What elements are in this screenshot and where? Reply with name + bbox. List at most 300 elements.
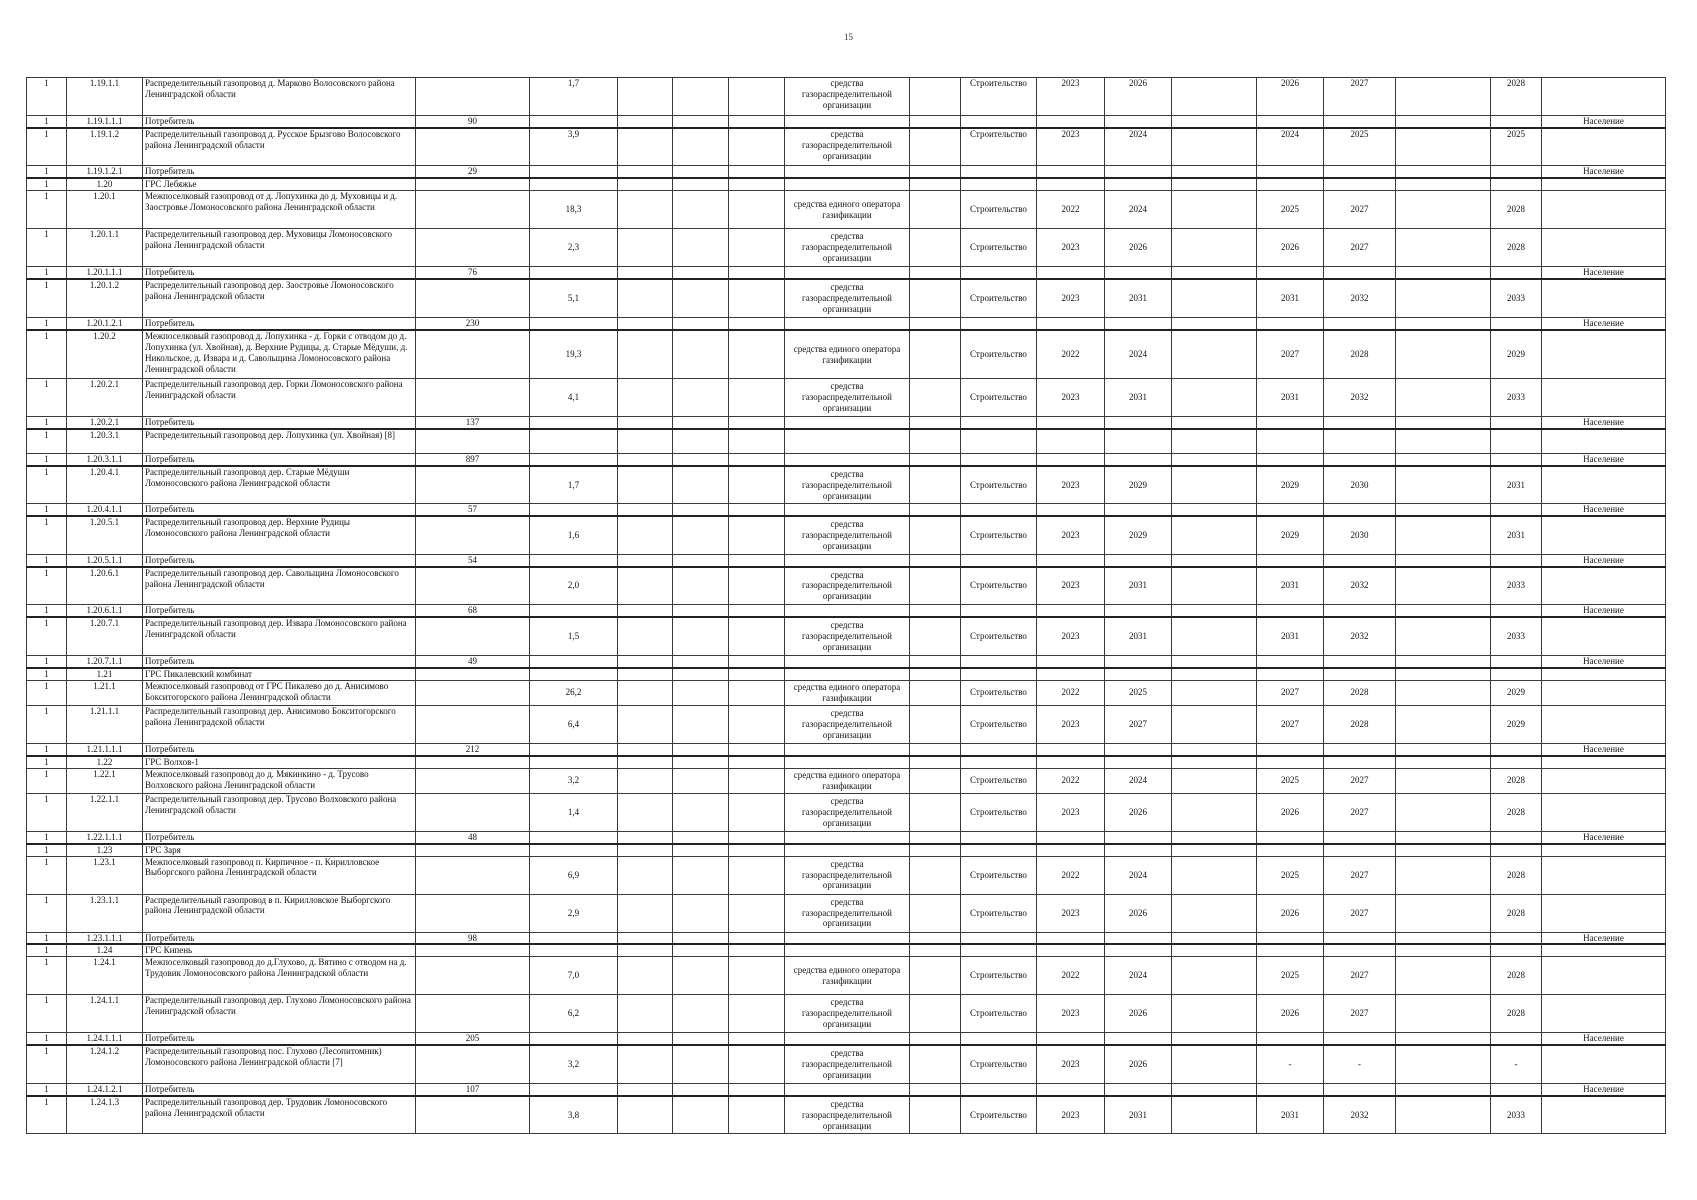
year-end-cell: [1105, 655, 1172, 667]
col8-cell: [729, 668, 785, 680]
code-cell: 1.20.4.1.1: [67, 504, 143, 516]
year-start-cell: 2022: [1037, 680, 1105, 705]
level-cell: 1: [27, 831, 67, 843]
col7-cell: [673, 267, 729, 279]
level-cell: 1: [27, 756, 67, 768]
col17-cell: [1396, 793, 1491, 831]
year-start-cell: 2022: [1037, 856, 1105, 894]
level-cell: 1: [27, 856, 67, 894]
year-end-cell: [1105, 554, 1172, 566]
funding-source-cell: [785, 1083, 910, 1095]
year-plan-1-cell: 2026: [1257, 78, 1324, 116]
length-cell: 6,9: [530, 856, 618, 894]
work-type-cell: Строительство: [961, 793, 1037, 831]
consumer-category-cell: [1542, 705, 1666, 743]
col14-cell: [1172, 166, 1257, 178]
work-type-cell: Строительство: [961, 128, 1037, 166]
work-type-cell: [961, 317, 1037, 329]
year-plan-3-cell: 2031: [1491, 466, 1542, 504]
col17-cell: [1396, 705, 1491, 743]
year-start-cell: [1037, 1033, 1105, 1045]
pipeline-row: [27, 1045, 1666, 1083]
code-cell: 1.21: [67, 668, 143, 680]
col10-cell: [910, 856, 961, 894]
col7-cell: [673, 894, 729, 932]
year-plan-3-cell: [1491, 504, 1542, 516]
code-cell: 1.19.1.2.1: [67, 166, 143, 178]
year-start-cell: [1037, 453, 1105, 465]
work-type-cell: Строительство: [961, 1096, 1037, 1134]
consumers-cell: [416, 768, 530, 793]
col10-cell: [910, 1083, 961, 1095]
col10-cell: [910, 453, 961, 465]
year-start-cell: [1037, 944, 1105, 956]
work-type-cell: Строительство: [961, 567, 1037, 605]
consumers-cell: 76: [416, 267, 530, 279]
consumer-category-cell: [1542, 894, 1666, 932]
consumer-row: [27, 166, 1666, 178]
object-name-cell: Потребитель: [143, 116, 416, 128]
consumers-cell: 48: [416, 831, 530, 843]
pipeline-row: [27, 957, 1666, 995]
object-name-cell: Распределительный газопровод дер. Заостровье Ломоносовского района Ленинградской области: [143, 279, 416, 317]
work-type-cell: Строительство: [961, 617, 1037, 655]
code-cell: 1.19.1.1.1: [67, 116, 143, 128]
object-name-cell: Распределительный газопровод дер. Глухово Ломоносовского района Ленинградской области: [143, 995, 416, 1033]
consumers-cell: [416, 466, 530, 504]
code-cell: 1.20.1.2.1: [67, 317, 143, 329]
consumers-cell: [416, 516, 530, 554]
object-name-cell: Потребитель: [143, 317, 416, 329]
pipeline-row: [27, 995, 1666, 1033]
work-type-cell: Строительство: [961, 330, 1037, 379]
code-cell: 1.20.7.1: [67, 617, 143, 655]
level-cell: 1: [27, 466, 67, 504]
pipeline-row: [27, 516, 1666, 554]
year-plan-3-cell: [1491, 166, 1542, 178]
level-cell: 1: [27, 78, 67, 116]
code-cell: 1.20.7.1.1: [67, 655, 143, 667]
consumers-cell: [416, 957, 530, 995]
consumer-category-cell: [1542, 668, 1666, 680]
col17-cell: [1396, 1083, 1491, 1095]
length-cell: [530, 668, 618, 680]
level-cell: 1: [27, 453, 67, 465]
col8-cell: [729, 554, 785, 566]
year-end-cell: [1105, 453, 1172, 465]
col7-cell: [673, 116, 729, 128]
level-cell: 1: [27, 178, 67, 190]
length-cell: [530, 605, 618, 617]
level-cell: 1: [27, 1083, 67, 1095]
col6-cell: [618, 516, 673, 554]
col10-cell: [910, 516, 961, 554]
consumers-cell: 98: [416, 932, 530, 944]
object-name-cell: Распределительный газопровод дер. Муховицы Ломоносовского района Ленинградской области: [143, 229, 416, 267]
pipeline-row: [27, 617, 1666, 655]
col14-cell: [1172, 128, 1257, 166]
pipeline-row: [27, 856, 1666, 894]
consumer-row: [27, 605, 1666, 617]
col7-cell: [673, 178, 729, 190]
year-plan-2-cell: [1324, 429, 1396, 453]
code-cell: 1.20.1.1: [67, 229, 143, 267]
length-cell: 6,4: [530, 705, 618, 743]
consumer-category-cell: Население: [1542, 267, 1666, 279]
code-cell: 1.21.1.1.1: [67, 743, 143, 755]
col10-cell: [910, 605, 961, 617]
consumer-category-cell: Население: [1542, 166, 1666, 178]
consumer-category-cell: [1542, 944, 1666, 956]
year-start-cell: 2022: [1037, 768, 1105, 793]
year-end-cell: [1105, 166, 1172, 178]
funding-source-cell: [785, 178, 910, 190]
length-cell: 4,1: [530, 379, 618, 417]
col7-cell: [673, 191, 729, 229]
col7-cell: [673, 1045, 729, 1083]
col7-cell: [673, 330, 729, 379]
pipeline-row: [27, 680, 1666, 705]
col7-cell: [673, 554, 729, 566]
consumers-cell: [416, 330, 530, 379]
year-plan-2-cell: [1324, 417, 1396, 429]
level-cell: 1: [27, 191, 67, 229]
year-start-cell: 2022: [1037, 330, 1105, 379]
col7-cell: [673, 856, 729, 894]
level-cell: 1: [27, 554, 67, 566]
funding-source-cell: средства газораспределительной организации: [785, 856, 910, 894]
col6-cell: [618, 793, 673, 831]
year-end-cell: 2026: [1105, 229, 1172, 267]
year-plan-1-cell: 2029: [1257, 516, 1324, 554]
year-plan-2-cell: 2032: [1324, 279, 1396, 317]
year-plan-3-cell: 2028: [1491, 957, 1542, 995]
consumers-cell: [416, 793, 530, 831]
work-type-cell: [961, 605, 1037, 617]
col8-cell: [729, 1096, 785, 1134]
funding-source-cell: [785, 932, 910, 944]
col6-cell: [618, 844, 673, 856]
year-plan-1-cell: 2025: [1257, 957, 1324, 995]
col6-cell: [618, 279, 673, 317]
object-name-cell: Потребитель: [143, 504, 416, 516]
col10-cell: [910, 567, 961, 605]
level-cell: 1: [27, 229, 67, 267]
consumer-category-cell: Население: [1542, 1033, 1666, 1045]
consumer-category-cell: [1542, 844, 1666, 856]
year-plan-2-cell: 2028: [1324, 705, 1396, 743]
year-plan-3-cell: [1491, 417, 1542, 429]
col7-cell: [673, 768, 729, 793]
consumers-cell: [416, 617, 530, 655]
year-end-cell: 2027: [1105, 705, 1172, 743]
consumer-category-cell: Население: [1542, 831, 1666, 843]
col7-cell: [673, 743, 729, 755]
col7-cell: [673, 680, 729, 705]
year-plan-1-cell: [1257, 417, 1324, 429]
year-start-cell: 2023: [1037, 1045, 1105, 1083]
col14-cell: [1172, 267, 1257, 279]
object-name-cell: Потребитель: [143, 554, 416, 566]
year-plan-3-cell: [1491, 756, 1542, 768]
consumer-category-cell: Население: [1542, 554, 1666, 566]
code-cell: 1.20.2: [67, 330, 143, 379]
col7-cell: [673, 1096, 729, 1134]
work-type-cell: [961, 178, 1037, 190]
consumers-cell: 137: [416, 417, 530, 429]
level-cell: 1: [27, 793, 67, 831]
level-cell: 1: [27, 668, 67, 680]
year-plan-2-cell: 2030: [1324, 516, 1396, 554]
col17-cell: [1396, 756, 1491, 768]
work-type-cell: [961, 668, 1037, 680]
level-cell: 1: [27, 655, 67, 667]
consumer-category-cell: [1542, 330, 1666, 379]
col8-cell: [729, 379, 785, 417]
col7-cell: [673, 504, 729, 516]
col17-cell: [1396, 844, 1491, 856]
funding-source-cell: средства газораспределительной организации: [785, 229, 910, 267]
col8-cell: [729, 894, 785, 932]
col8-cell: [729, 743, 785, 755]
col8-cell: [729, 957, 785, 995]
col14-cell: [1172, 605, 1257, 617]
length-cell: 18,3: [530, 191, 618, 229]
year-plan-2-cell: 2027: [1324, 793, 1396, 831]
pipeline-row: [27, 128, 1666, 166]
year-plan-1-cell: 2026: [1257, 894, 1324, 932]
object-name-cell: Потребитель: [143, 166, 416, 178]
level-cell: 1: [27, 567, 67, 605]
length-cell: [530, 429, 618, 453]
col7-cell: [673, 1083, 729, 1095]
col6-cell: [618, 856, 673, 894]
consumers-cell: [416, 429, 530, 453]
col6-cell: [618, 655, 673, 667]
col6-cell: [618, 128, 673, 166]
code-cell: 1.20.6.1.1: [67, 605, 143, 617]
col14-cell: [1172, 957, 1257, 995]
year-start-cell: 2023: [1037, 894, 1105, 932]
col6-cell: [618, 191, 673, 229]
col17-cell: [1396, 267, 1491, 279]
col7-cell: [673, 605, 729, 617]
year-plan-3-cell: [1491, 429, 1542, 453]
funding-source-cell: средства газораспределительной организации: [785, 995, 910, 1033]
year-plan-1-cell: [1257, 1033, 1324, 1045]
col17-cell: [1396, 932, 1491, 944]
consumers-cell: 68: [416, 605, 530, 617]
year-plan-2-cell: 2027: [1324, 229, 1396, 267]
year-plan-1-cell: [1257, 504, 1324, 516]
consumer-category-cell: [1542, 279, 1666, 317]
level-cell: 1: [27, 705, 67, 743]
col6-cell: [618, 567, 673, 605]
col17-cell: [1396, 279, 1491, 317]
funding-source-cell: средства газораспределительной организации: [785, 617, 910, 655]
year-plan-2-cell: 2027: [1324, 894, 1396, 932]
grs-row: [27, 844, 1666, 856]
work-type-cell: [961, 655, 1037, 667]
year-plan-1-cell: [1257, 554, 1324, 566]
col10-cell: [910, 429, 961, 453]
col17-cell: [1396, 680, 1491, 705]
length-cell: [530, 831, 618, 843]
funding-source-cell: средства единого оператора газификации: [785, 330, 910, 379]
consumers-cell: [416, 229, 530, 267]
funding-source-cell: [785, 504, 910, 516]
consumers-cell: [416, 178, 530, 190]
year-start-cell: [1037, 831, 1105, 843]
pipeline-row: [27, 429, 1666, 453]
col6-cell: [618, 605, 673, 617]
work-type-cell: [961, 831, 1037, 843]
col10-cell: [910, 617, 961, 655]
consumer-category-cell: Население: [1542, 317, 1666, 329]
funding-source-cell: [785, 166, 910, 178]
level-cell: 1: [27, 894, 67, 932]
consumer-category-cell: [1542, 617, 1666, 655]
col17-cell: [1396, 957, 1491, 995]
code-cell: 1.20.5.1: [67, 516, 143, 554]
col17-cell: [1396, 554, 1491, 566]
col10-cell: [910, 279, 961, 317]
year-start-cell: [1037, 743, 1105, 755]
col7-cell: [673, 128, 729, 166]
year-end-cell: 2026: [1105, 793, 1172, 831]
col14-cell: [1172, 1033, 1257, 1045]
col10-cell: [910, 1096, 961, 1134]
year-end-cell: 2026: [1105, 995, 1172, 1033]
object-name-cell: Потребитель: [143, 453, 416, 465]
level-cell: 1: [27, 617, 67, 655]
col14-cell: [1172, 756, 1257, 768]
consumer-category-cell: [1542, 466, 1666, 504]
funding-source-cell: средства газораспределительной организации: [785, 705, 910, 743]
year-plan-2-cell: [1324, 605, 1396, 617]
col8-cell: [729, 466, 785, 504]
code-cell: 1.20.3.1: [67, 429, 143, 453]
col17-cell: [1396, 191, 1491, 229]
col17-cell: [1396, 567, 1491, 605]
col7-cell: [673, 317, 729, 329]
funding-source-cell: средства единого оператора газификации: [785, 957, 910, 995]
funding-source-cell: [785, 267, 910, 279]
work-type-cell: Строительство: [961, 894, 1037, 932]
col6-cell: [618, 1033, 673, 1045]
code-cell: 1.23.1.1.1: [67, 932, 143, 944]
consumer-category-cell: [1542, 1045, 1666, 1083]
col14-cell: [1172, 617, 1257, 655]
year-plan-3-cell: [1491, 317, 1542, 329]
object-name-cell: Распределительный газопровод д. Марково Волосовского района Ленинградской области: [143, 78, 416, 116]
consumer-category-cell: [1542, 379, 1666, 417]
col14-cell: [1172, 191, 1257, 229]
year-plan-1-cell: [1257, 844, 1324, 856]
col14-cell: [1172, 466, 1257, 504]
year-plan-3-cell: [1491, 267, 1542, 279]
year-plan-2-cell: [1324, 1033, 1396, 1045]
year-plan-2-cell: 2027: [1324, 78, 1396, 116]
consumer-category-cell: [1542, 128, 1666, 166]
col6-cell: [618, 178, 673, 190]
object-name-cell: Межпоселковый газопровод до д.Глухово, д. Вятино с отводом на д. Трудовик Ломоносовского района Ленинградской области: [143, 957, 416, 995]
level-cell: 1: [27, 504, 67, 516]
col6-cell: [618, 417, 673, 429]
col8-cell: [729, 516, 785, 554]
length-cell: [530, 116, 618, 128]
col7-cell: [673, 705, 729, 743]
funding-source-cell: средства газораспределительной организации: [785, 279, 910, 317]
object-name-cell: Распределительный газопровод дер. Старые Мёдуши Ломоносовского района Ленинградской области: [143, 466, 416, 504]
object-name-cell: Межпоселковый газопровод д. Лопухинка - д. Горки с отводом до д. Лопухинка (ул. Хвойная), д. Верхние Рудицы, д. Старые Мёдуши, д. Никольское, д. Извара и д. Савольщина Ломоносовского района Ленинградской области: [143, 330, 416, 379]
work-type-cell: [961, 1083, 1037, 1095]
length-cell: [530, 932, 618, 944]
consumer-category-cell: [1542, 856, 1666, 894]
col7-cell: [673, 429, 729, 453]
code-cell: 1.19.1.2: [67, 128, 143, 166]
year-start-cell: [1037, 844, 1105, 856]
col14-cell: [1172, 668, 1257, 680]
col10-cell: [910, 932, 961, 944]
level-cell: 1: [27, 516, 67, 554]
code-cell: 1.20.1: [67, 191, 143, 229]
code-cell: 1.20.5.1.1: [67, 554, 143, 566]
col14-cell: [1172, 317, 1257, 329]
object-name-cell: Межпоселковый газопровод до д. Мякинкино - д. Трусово Волховского района Ленинградской области: [143, 768, 416, 793]
length-cell: [530, 453, 618, 465]
year-start-cell: 2023: [1037, 793, 1105, 831]
col6-cell: [618, 768, 673, 793]
level-cell: 1: [27, 957, 67, 995]
length-cell: [530, 844, 618, 856]
funding-source-cell: [785, 453, 910, 465]
year-end-cell: [1105, 756, 1172, 768]
object-name-cell: ГРС Волхов-1: [143, 756, 416, 768]
year-plan-1-cell: 2031: [1257, 379, 1324, 417]
pipeline-row: [27, 705, 1666, 743]
code-cell: 1.20.1.1.1: [67, 267, 143, 279]
year-plan-3-cell: 2033: [1491, 617, 1542, 655]
code-cell: 1.24.1: [67, 957, 143, 995]
col17-cell: [1396, 504, 1491, 516]
code-cell: 1.23.1: [67, 856, 143, 894]
year-end-cell: [1105, 317, 1172, 329]
consumer-category-cell: Население: [1542, 116, 1666, 128]
code-cell: 1.23: [67, 844, 143, 856]
length-cell: [530, 178, 618, 190]
work-type-cell: Строительство: [961, 379, 1037, 417]
col7-cell: [673, 1033, 729, 1045]
year-plan-2-cell: 2027: [1324, 957, 1396, 995]
year-end-cell: 2031: [1105, 1096, 1172, 1134]
col8-cell: [729, 116, 785, 128]
consumers-cell: 897: [416, 453, 530, 465]
code-cell: 1.24: [67, 944, 143, 956]
object-name-cell: ГРС Кипень: [143, 944, 416, 956]
year-plan-1-cell: 2026: [1257, 995, 1324, 1033]
consumer-category-cell: [1542, 680, 1666, 705]
col14-cell: [1172, 379, 1257, 417]
consumer-row: [27, 317, 1666, 329]
col8-cell: [729, 944, 785, 956]
year-end-cell: 2031: [1105, 379, 1172, 417]
col8-cell: [729, 756, 785, 768]
level-cell: 1: [27, 267, 67, 279]
length-cell: 19,3: [530, 330, 618, 379]
col7-cell: [673, 844, 729, 856]
consumer-row: [27, 1033, 1666, 1045]
